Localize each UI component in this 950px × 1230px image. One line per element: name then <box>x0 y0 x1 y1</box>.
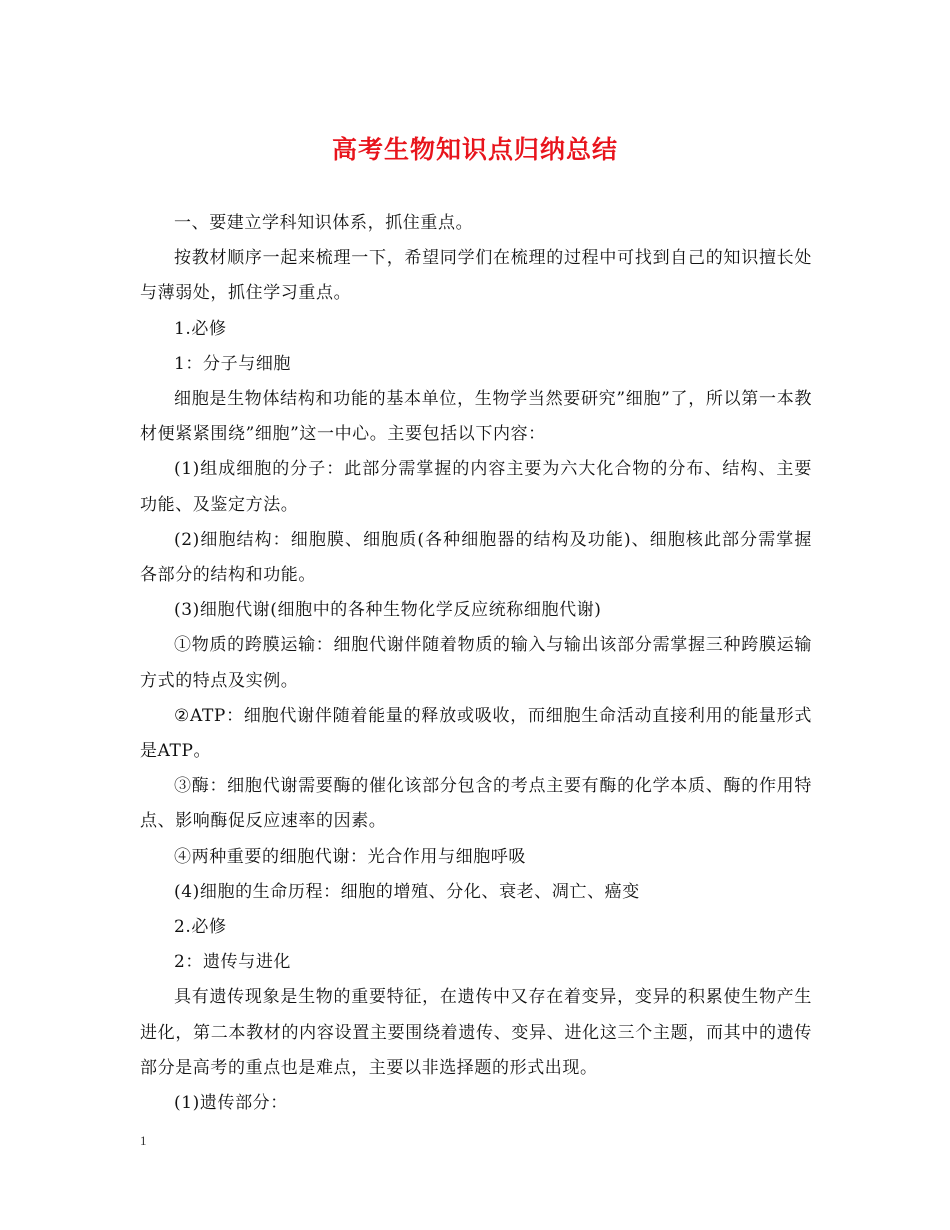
paragraph: (1)组成细胞的分子：此部分需掌握的内容主要为六大化合物的分布、结构、主要功能、及鉴定方法。 <box>140 459 812 515</box>
paragraph: ②ATP：细胞代谢伴随着能量的释放或吸收，而细胞生命活动直接利用的能量形式是ATP。 <box>140 705 812 762</box>
paragraph: ①物质的跨膜运输：细胞代谢伴随着物质的输入与输出该部分需掌握三种跨膜运输方式的特点及实例。 <box>140 635 812 691</box>
document-body <box>140 206 812 1121</box>
paragraph: 一、要建立学科知识体系，抓住重点。 <box>174 213 474 233</box>
paragraph: (1)遗传部分： <box>174 1093 288 1114</box>
paragraph: 1：分子与细胞 <box>174 353 292 374</box>
paragraph: 具有遗传现象是生物的重要特征，在遗传中又存在着变异，变异的积累使生物产生进化，第二本教材的内容设置主要围绕着遗传、变异、进化这三个主题，而其中的遗传部分是高考的重点也是难点，主要以非选择题的形式出现。 <box>140 987 812 1078</box>
page-number: 1 <box>140 1133 147 1148</box>
paragraph: 细胞是生物体结构和功能的基本单位，生物学当然要研究”细胞”了，所以第一本教材便紧紧围绕”细胞”这一中心。主要包括以下内容： <box>140 389 812 445</box>
paragraph: 1.必修 <box>174 318 227 339</box>
paragraph: ③酶：细胞代谢需要酶的催化该部分包含的考点主要有酶的化学本质、酶的作用特点、影响酶促反应速率的因素。 <box>140 776 812 832</box>
paragraph: (3)细胞代谢(细胞中的各种生物化学反应统称细胞代谢) <box>174 600 602 621</box>
page-title: 高考生物知识点归纳总结 <box>331 135 618 164</box>
paragraph: (2)细胞结构：细胞膜、细胞质(各种细胞器的结构及功能)、细胞核此部分需掌握各部分的结构和功能。 <box>140 529 812 586</box>
paragraph: 2：遗传与进化 <box>174 952 292 973</box>
paragraph: 按教材顺序一起来梳理一下，希望同学们在梳理的过程中可找到自己的知识擅长处与薄弱处，抓住学习重点。 <box>140 248 812 304</box>
paragraph: 2.必修 <box>174 917 227 938</box>
paragraph: (4)细胞的生命历程：细胞的增殖、分化、衰老、凋亡、癌变 <box>174 881 640 902</box>
paragraph: ④两种重要的细胞代谢：光合作用与细胞呼吸 <box>174 846 526 867</box>
